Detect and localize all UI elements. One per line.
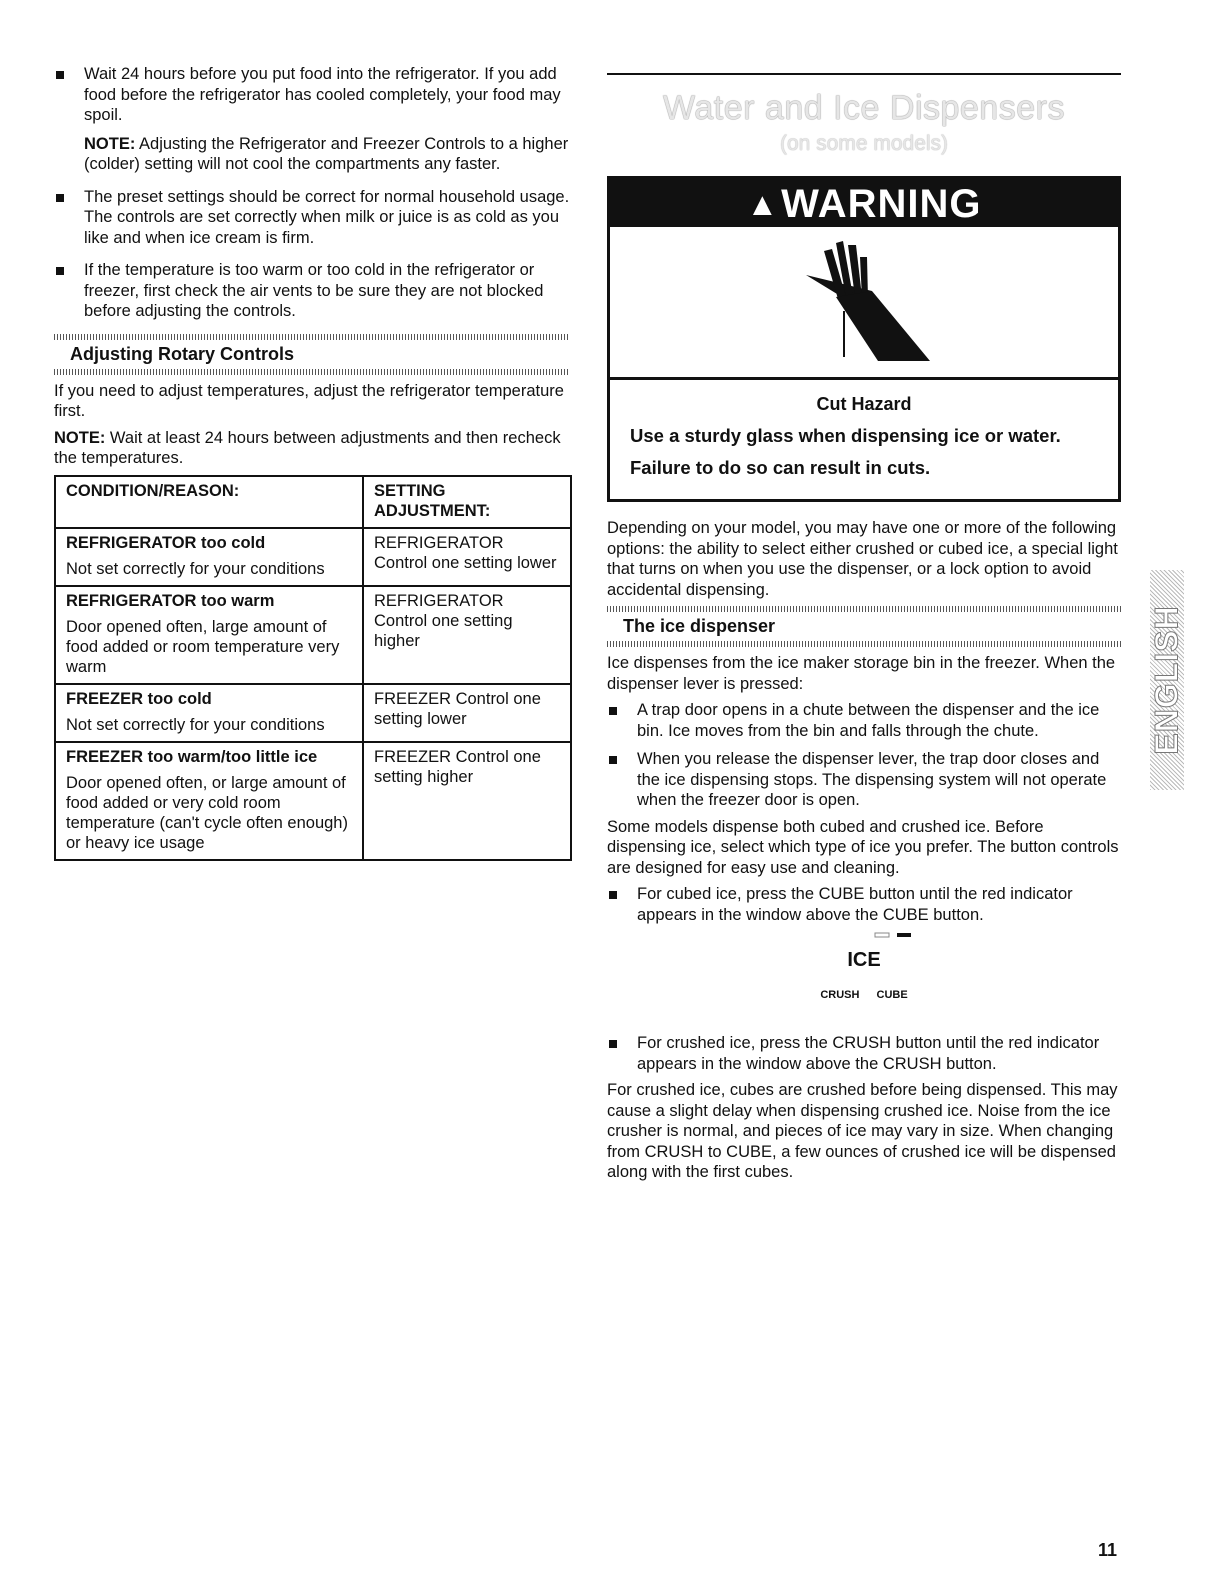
bullet-text: If the temperature is too warm or too cold in the refrigerator or freezer, first check the air vents to be sure they are not blocked before adjusting the controls.	[84, 261, 544, 320]
divider	[607, 641, 1121, 647]
bullet-text: Wait 24 hours before you put food into the refrigerator. If you add food before the refrigerator has cooled completely, your food may spoil.	[84, 65, 561, 124]
condition-cell	[55, 684, 363, 742]
bullet-text: For crushed ice, press the CRUSH button until the red indicator appears in the window above the CRUSH button.	[637, 1034, 1100, 1073]
warning-text	[610, 380, 1118, 499]
setting-cell: REFRIGERATOR Control one setting lower	[363, 528, 571, 586]
condition-reason: Not set correctly for your conditions	[66, 715, 325, 734]
table-row	[55, 528, 571, 586]
setting-cell: REFRIGERATOR Control one setting higher	[363, 586, 571, 684]
note-paragraph	[54, 428, 570, 469]
ice-panel-label: ICE	[847, 949, 881, 971]
section-title: Adjusting Rotary Controls	[70, 343, 294, 364]
paragraph: Ice dispenses from the ice maker storage bin in the freezer. When the dispenser lever is pressed:	[607, 654, 1116, 693]
condition-cell	[55, 742, 363, 860]
cut-hazard-icon	[610, 227, 1118, 380]
table-row	[55, 684, 571, 742]
bullet-text: When you release the dispenser lever, the trap door closes and the ice dispensing stops. The dispensing system will not operate when the freezer door is open.	[637, 750, 1107, 809]
paragraph: Depending on your model, you may have one or more of the following options: the ability to select either crushed or cubed ice, a special light that turns on when you use the dispenser, or a lock option to avoid accidental dispensing.	[607, 519, 1118, 599]
page-number: 11	[1098, 1540, 1118, 1560]
paragraph: If you need to adjust temperatures, adjust the refrigerator temperature first.	[54, 381, 564, 420]
condition-title: REFRIGERATOR too cold	[66, 533, 266, 552]
page-subtitle: (on some models)	[779, 132, 949, 155]
bullet-text: For cubed ice, press the CUBE button until the red indicator appears in the window above the CUBE button.	[637, 885, 1073, 924]
list-item	[607, 700, 1121, 741]
condition-cell	[55, 528, 363, 586]
right-column	[607, 64, 1121, 1189]
list-item	[54, 260, 570, 322]
setting-cell: FREEZER Control one setting higher	[363, 742, 571, 860]
hand-cut-icon	[610, 227, 1124, 377]
condition-title: FREEZER too warm/too little ice	[66, 747, 318, 766]
list-item	[54, 64, 570, 175]
divider	[54, 369, 570, 375]
ice-control-panel	[607, 929, 1121, 1021]
list-item	[607, 1033, 1121, 1074]
condition-cell	[55, 586, 363, 684]
section-header	[54, 334, 570, 375]
side-tab-label: ENGLISH	[1148, 605, 1185, 755]
list-item	[607, 884, 1121, 925]
divider	[607, 73, 1121, 75]
warning-line: Failure to do so can result in cuts.	[630, 457, 931, 478]
condition-reason: Not set correctly for your conditions	[66, 559, 325, 578]
setting-cell: FREEZER Control one setting lower	[363, 684, 571, 742]
note-text: Wait at least 24 hours between adjustments and then recheck the temperatures.	[54, 428, 561, 467]
condition-reason: Door opened often, large amount of food added or room temperature very warm	[66, 617, 340, 676]
note-label: NOTE:	[54, 428, 106, 447]
ice-panel-buttons: CRUSH CUBE	[820, 989, 908, 1001]
warning-box	[607, 176, 1121, 502]
condition-reason: Door opened often, or large amount of food added or very cold room temperature (can't cycle often enough) or heavy ice usage	[66, 773, 348, 852]
note-label: NOTE:	[84, 134, 136, 153]
warning-label: WARNING	[781, 182, 982, 226]
section-header	[607, 606, 1121, 647]
list-item	[607, 749, 1121, 811]
paragraph: Some models dispense both cubed and crushed ice. Before dispensing ice, select which type of ice you prefer. The button controls are designed for easy use and cleaning.	[607, 817, 1119, 877]
column-header: SETTING ADJUSTMENT:	[363, 476, 571, 528]
left-column	[54, 64, 570, 861]
section-title: The ice dispenser	[623, 616, 776, 636]
paragraph: For crushed ice, cubes are crushed before being dispensed. This may cause a slight delay when dispensing crushed ice. Noise from the ice crusher is normal, and pieces of ice may vary in size. When changing from CRUSH to CUBE, a few ounces of crushed ice will be dispensed along with the first cubes.	[607, 1081, 1118, 1181]
note-paragraph	[84, 134, 570, 175]
table-row	[55, 742, 571, 860]
hazard-title: Cut Hazard	[816, 394, 912, 414]
warning-banner	[610, 179, 1118, 227]
indicator-lights-icon	[607, 929, 1121, 949]
controls-table	[54, 475, 572, 861]
page-title: Water and Ice Dispensers	[663, 89, 1065, 127]
language-side-tab	[1150, 570, 1184, 790]
bullet-text: The preset settings should be correct for normal household usage. The controls are set correctly when milk or juice is as cold as you like and when ice cream is firm.	[84, 187, 570, 247]
table-row	[55, 586, 571, 684]
condition-title: REFRIGERATOR too warm	[66, 591, 275, 610]
table-header-row	[55, 476, 571, 528]
condition-title: FREEZER too cold	[66, 689, 212, 708]
warning-triangle-icon: ▲	[746, 186, 780, 222]
warning-line: Use a sturdy glass when dispensing ice or water.	[630, 425, 1061, 446]
list-item	[54, 187, 570, 249]
bullet-text: A trap door opens in a chute between the dispenser and the ice bin. Ice moves from the bin and falls through the chute.	[637, 701, 1100, 740]
note-text: Adjusting the Refrigerator and Freezer Controls to a higher (colder) setting will not cool the compartments any faster.	[84, 134, 569, 173]
column-header: CONDITION/REASON:	[55, 476, 363, 528]
